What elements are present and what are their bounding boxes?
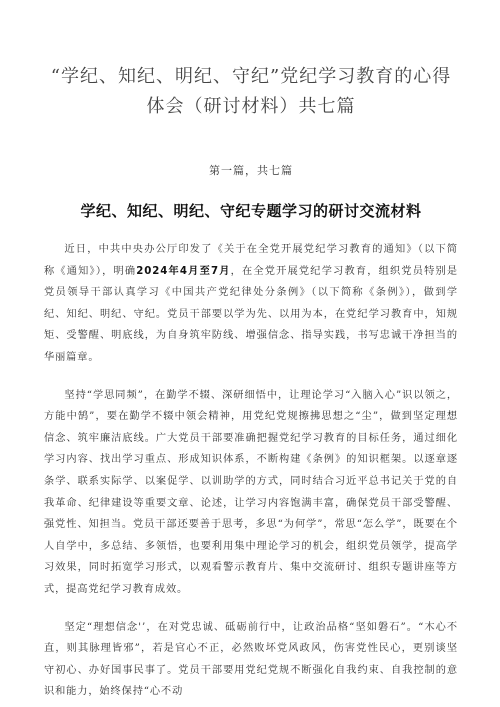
article-body: [44, 239, 458, 703]
paragraph-1: [44, 239, 458, 369]
paragraph-1-text-a: 近日，中共中央办公厅印发了《关于在全党开展党纪学习教育的通知》（以下简称《通知》），明确: [44, 244, 458, 277]
section-label: 第一篇，共七篇: [209, 164, 293, 177]
paragraph-3: 坚定“理想信念'’，在对党忠诚、砥砺前行中，让政治品格“坚如磐石”。“木心不直，则其脉理皆邪”，若是官心不正，必然败坏党风政风，伤害党性民心，更别谈坚守初心、办好国事民事了。党员干部要用党纪党规不断强化自我约束、自我控制的意识和能力，始终保持“心不动: [44, 621, 458, 698]
paragraph-1-text-c: ，在全党开展党纪学习教育，组织党员特别是党员领导干部认真学习《中国共产党纪律处分条例》（以下简称《条例》），做到学纪、知纪、明纪、守纪。党员干部要以学为先、以用为本，在党纪学习教育中，知规矩、受警醒、明底线，为自身筑牢防线、增强信念、指导实践，书写忠诚干净担当的华丽篇章。: [44, 265, 459, 363]
paragraph-2: 坚持“学思同频”，在勤学不辍、深研细悟中，让理论学习“入脑入心”识以领之，方能中鹄”，要在勤学不辍中领会精神，用党纪党规擦拂思想之“尘”，做到坚定理想信念、筑牢廉洁底线。广大党员干部要准确把握党纪学习教育的目标任务，通过细化学习内容、找出学习重点、形成知识体系，不断构建《条例》的知识框架。以逐章逐条学、联系实际学、以案促学、以训助学的方式，同时结合习近平总书记关于党的自我革命、纪律建设等重要文章、论述，让学习内容饱满丰富，确保党员干部受警醒、强党性、知担当。党员干部还要善于思考，多思“为何学”，常思“怎么学”，既要在个人自学中，多总结、多领悟，也要利用集中理论学习的机会，组织党员领学，提高学习效果，同时拓宽学习形式，以观看警示教育片、集中交流研讨、组织专题讲座等方式，提高党纪学习教育成效。: [44, 389, 458, 595]
paragraph-1-date: 2024年4月至7月: [136, 265, 231, 277]
document-title-line1: “学纪、知纪、明纪、守纪”党纪学习教育的心得: [50, 66, 452, 87]
document-title: [44, 62, 458, 122]
document-title-line2: 体会（研讨材料）共七篇: [146, 96, 356, 117]
article-heading: 学纪、知纪、明纪、守纪专题学习的研讨交流材料: [80, 202, 422, 220]
